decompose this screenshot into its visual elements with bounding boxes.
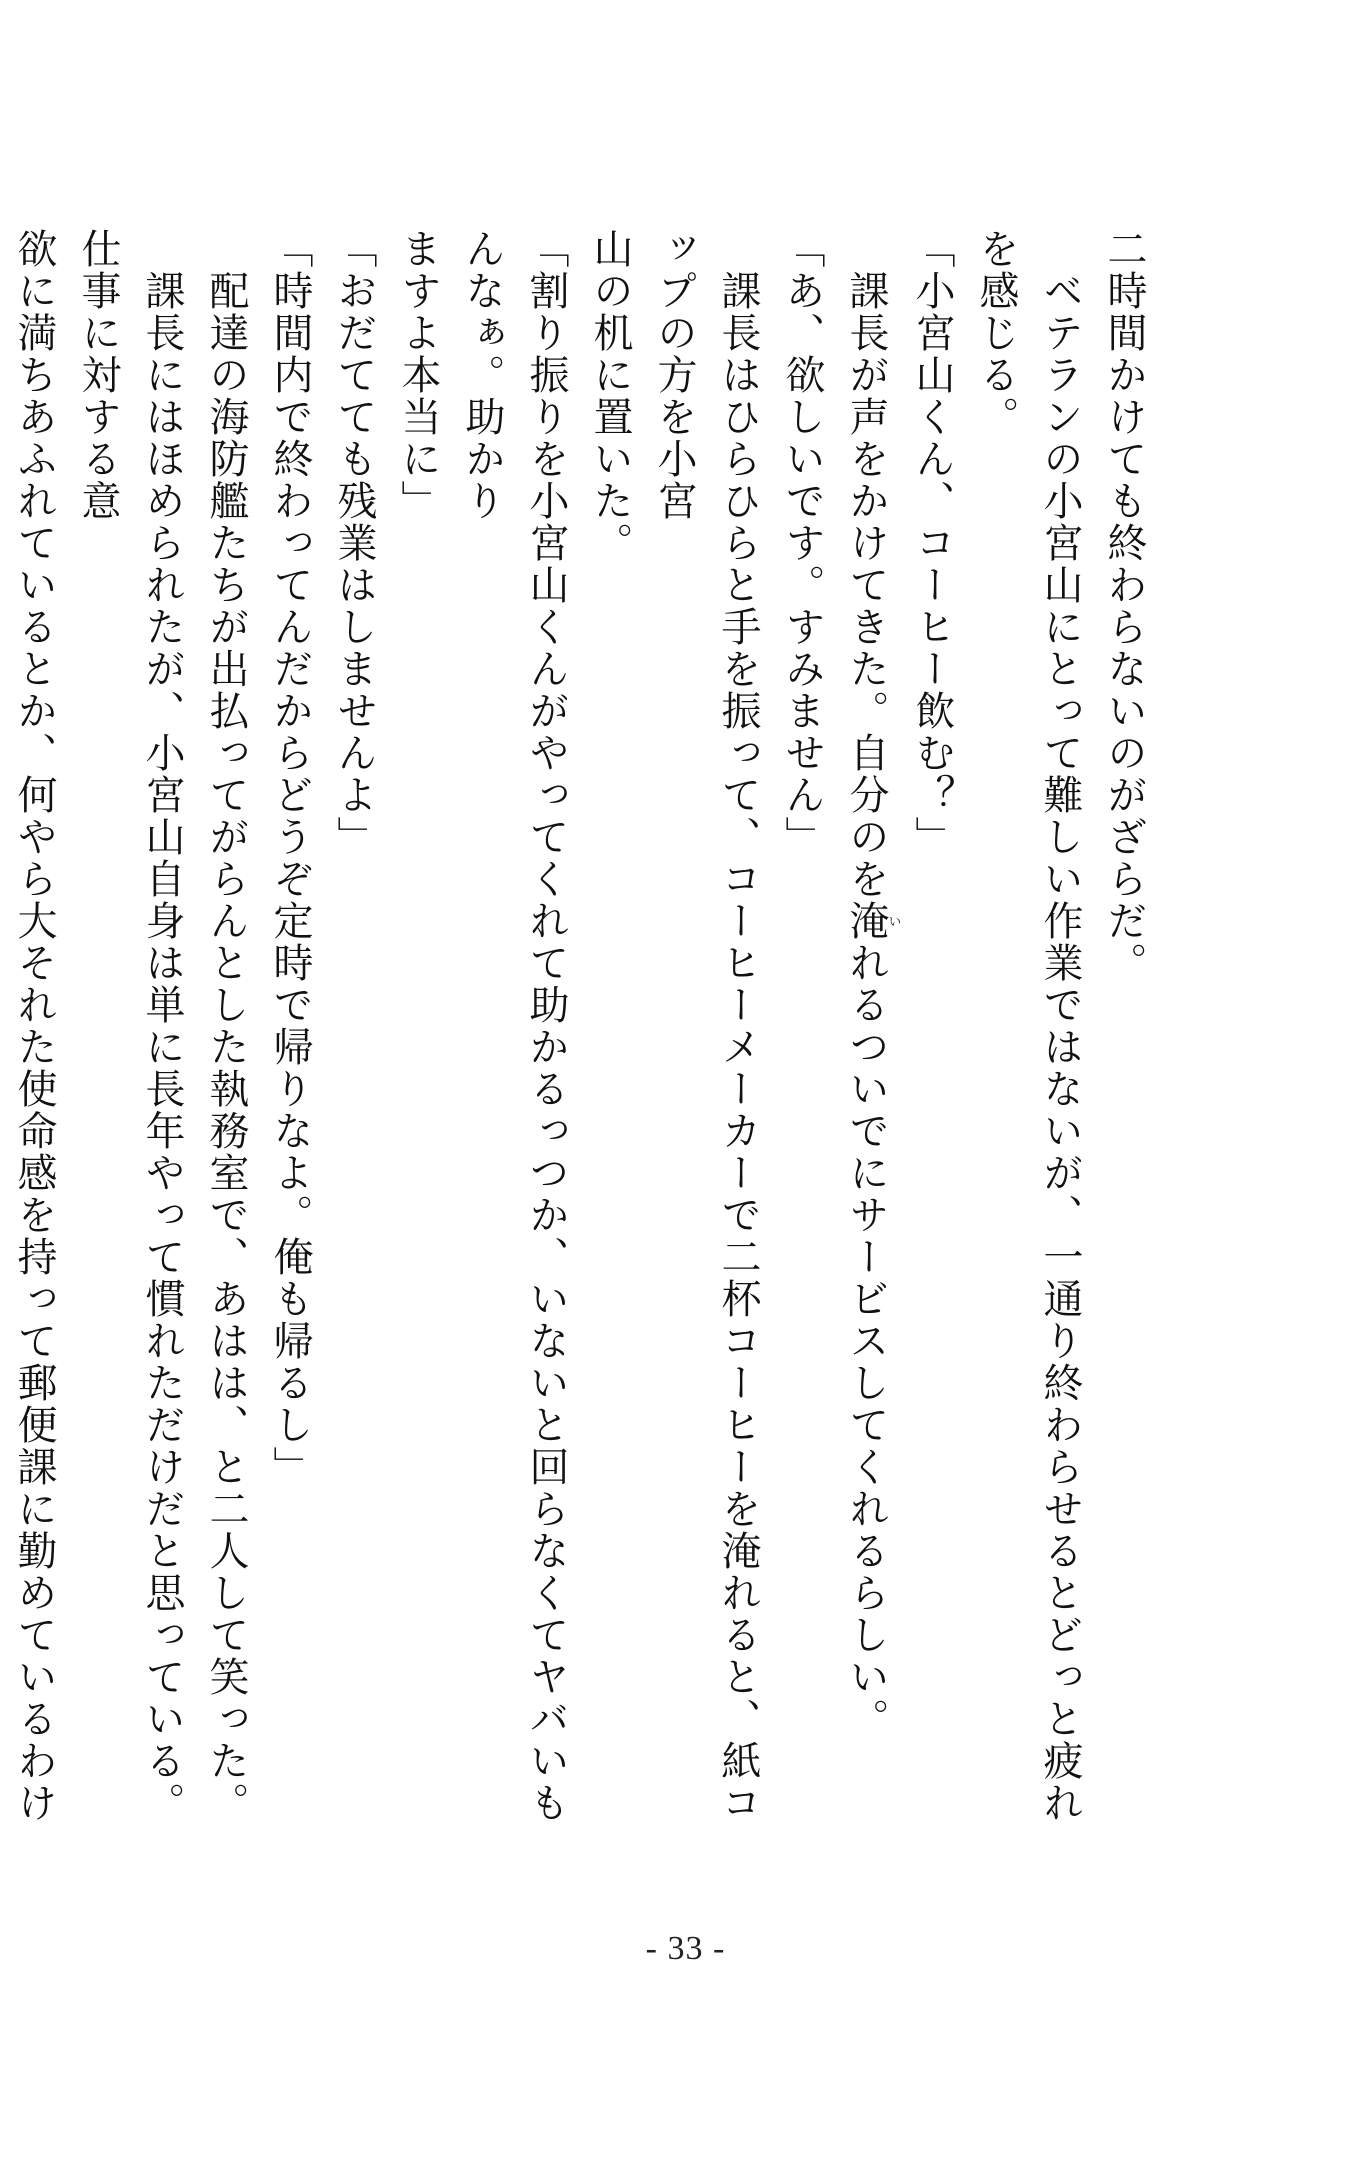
text-line: 「おだてても残業はしませんよ」: [331, 228, 377, 858]
text-segment: れるついでにサービスしてくれるらしい。: [843, 942, 889, 1740]
text-line: 山の机に置いた。: [587, 228, 633, 564]
ruby-annotation: [843, 900, 901, 942]
text-line: 「あ、欲しいです。すみません」: [779, 228, 825, 858]
text-line: 「小宮山くん、コーヒー飲む？」: [909, 228, 955, 858]
text-line: ベテランの小宮山にとって難しい作業ではないが、一通り終わらせるとどっと疲れを感じる。: [973, 228, 1083, 1824]
page-number: - 33 -: [645, 1930, 726, 1967]
vertical-text-body: [11, 228, 1156, 1848]
text-line: 欲に満ちあふれているとか、何やら大それた使命感を持って郵便課に勤めているわけ: [11, 228, 57, 1824]
text-line: 「割り振りを小宮山くんがやってくれて助かるっつか、いないと回らなくてヤバいもんなぁ。助かり: [459, 228, 569, 1824]
text-line: 二時間かけても終わらないのがざらだ。: [1101, 228, 1147, 984]
ruby-base: 淹: [843, 900, 889, 942]
ruby-reading: い: [885, 900, 901, 942]
text-line-with-ruby: [834, 228, 900, 1848]
text-line: 課長にはほめられたが、小宮山自身は単に長年やって慣れただけだと思っている。仕事に対する意: [75, 228, 185, 1824]
text-line: 配達の海防艦たちが出払ってがらんとした執務室で、あはは、と二人して笑った。: [203, 228, 249, 1824]
text-line: 「時間内で終わってんだからどうぞ定時で帰りなよ。俺も帰るし」: [267, 228, 313, 1488]
text-line: ますよ本当に」: [395, 228, 441, 522]
text-segment: 課長が声をかけてきた。自分のを: [843, 228, 889, 900]
text-line: 課長はひらひらと手を振って、コーヒーメーカーで二杯コーヒーを淹れると、紙コップの方を小宮: [651, 228, 761, 1824]
